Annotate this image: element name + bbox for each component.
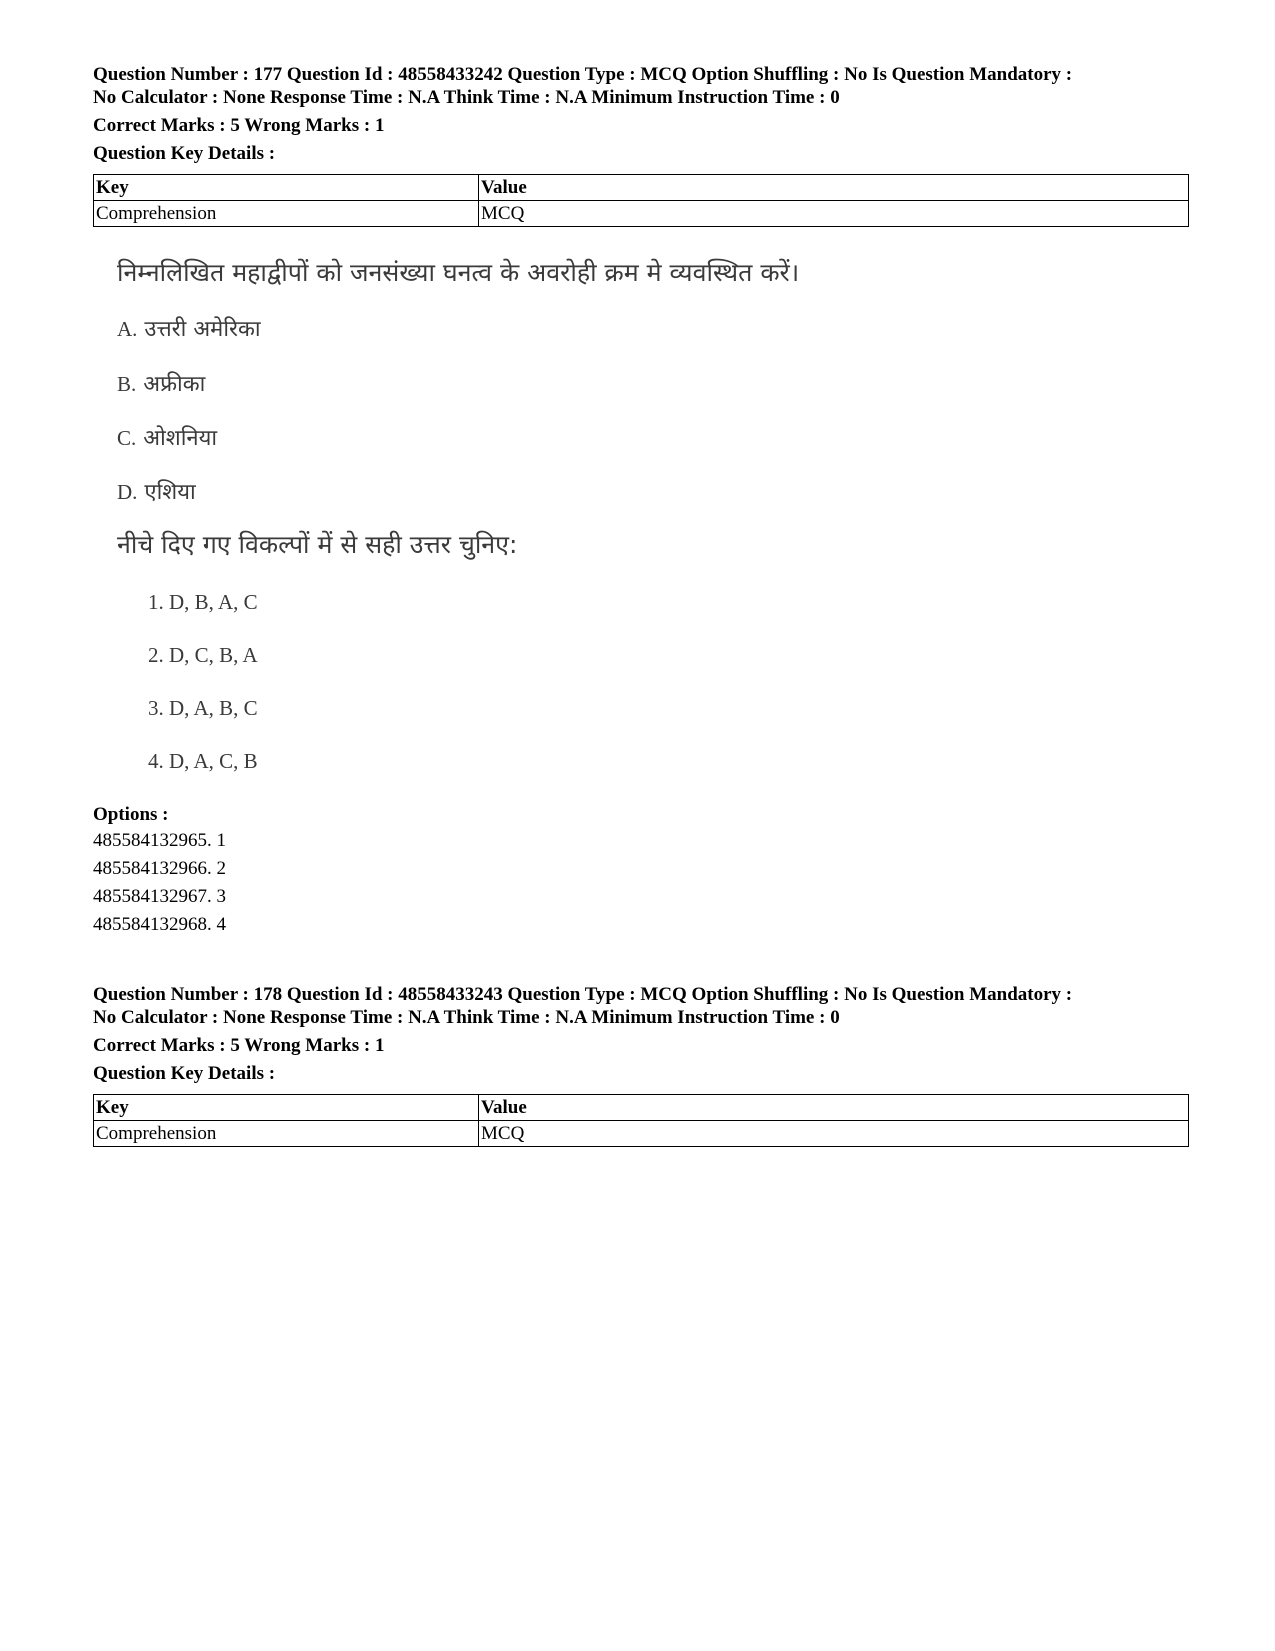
question-marks: Correct Marks : 5 Wrong Marks : 1 [93,115,385,136]
item-letter: C. [117,426,137,450]
question-marks: Correct Marks : 5 Wrong Marks : 1 [93,1035,385,1056]
table-header-row [94,175,1189,201]
question-choice-4: 4. D, A, C, B [148,749,258,773]
question-choice-3: 3. D, A, B, C [148,696,258,720]
table-row [94,1121,1189,1147]
list-item: 485584132965. 1 [93,830,226,851]
table-row [94,201,1189,227]
list-item: 485584132966. 2 [93,858,226,879]
item-text: उत्तरी अमेरिका [144,317,261,342]
table-cell-value: MCQ [479,201,1189,227]
table-header-value: Value [479,175,1189,201]
question-key-table [93,1094,1189,1147]
question-prompt [117,258,799,288]
table-cell-key: Comprehension [94,1121,479,1147]
question-item-a [117,315,261,344]
question-prompt-text: निम्नलिखित महाद्वीपों को जनसंख्या घनत्व के अवरोही क्रम मे व्यवस्थित करें। [117,258,800,287]
question-key-details-label: Question Key Details : [93,1063,276,1084]
question-key-table [93,174,1189,227]
question-178-header [93,983,1193,1029]
question-meta-line-1: Question Number : 178 Question Id : 48558433243 Question Type : MCQ Option Shuffling : No Is Question Mandatory : [93,984,1073,1005]
question-item-d [117,478,196,507]
question-meta-line-1: Question Number : 177 Question Id : 48558433242 Question Type : MCQ Option Shuffling : No Is Question Mandatory : [93,64,1073,85]
table-header-key: Key [94,175,479,201]
list-item: 485584132967. 3 [93,886,226,907]
question-meta-line-2: No Calculator : None Response Time : N.A Think Time : N.A Minimum Instruction Time : 0 [93,87,840,108]
question-instruction [117,530,517,560]
question-item-b [117,370,205,399]
options-label: Options : [93,804,169,825]
item-letter: D. [117,480,138,504]
table-header-value: Value [479,1095,1189,1121]
question-choice-2: 2. D, C, B, A [148,643,258,667]
item-letter: B. [117,372,137,396]
question-177-header [93,63,1193,109]
options-list [93,827,226,939]
table-cell-key: Comprehension [94,201,479,227]
table-cell-value: MCQ [479,1121,1189,1147]
list-item: 485584132968. 4 [93,914,226,935]
table-header-row [94,1095,1189,1121]
item-text: ओशनिया [143,426,218,451]
item-text: एशिया [144,480,196,505]
question-instruction-text: नीचे दिए गए विकल्पों में से सही उत्तर चुनिए: [117,530,518,559]
question-key-details-label: Question Key Details : [93,143,276,164]
item-text: अफ्रीका [143,372,206,397]
question-item-c [117,424,217,453]
item-letter: A. [117,317,138,341]
table-header-key: Key [94,1095,479,1121]
question-meta-line-2: No Calculator : None Response Time : N.A Think Time : N.A Minimum Instruction Time : 0 [93,1007,840,1028]
question-choice-1: 1. D, B, A, C [148,590,258,614]
